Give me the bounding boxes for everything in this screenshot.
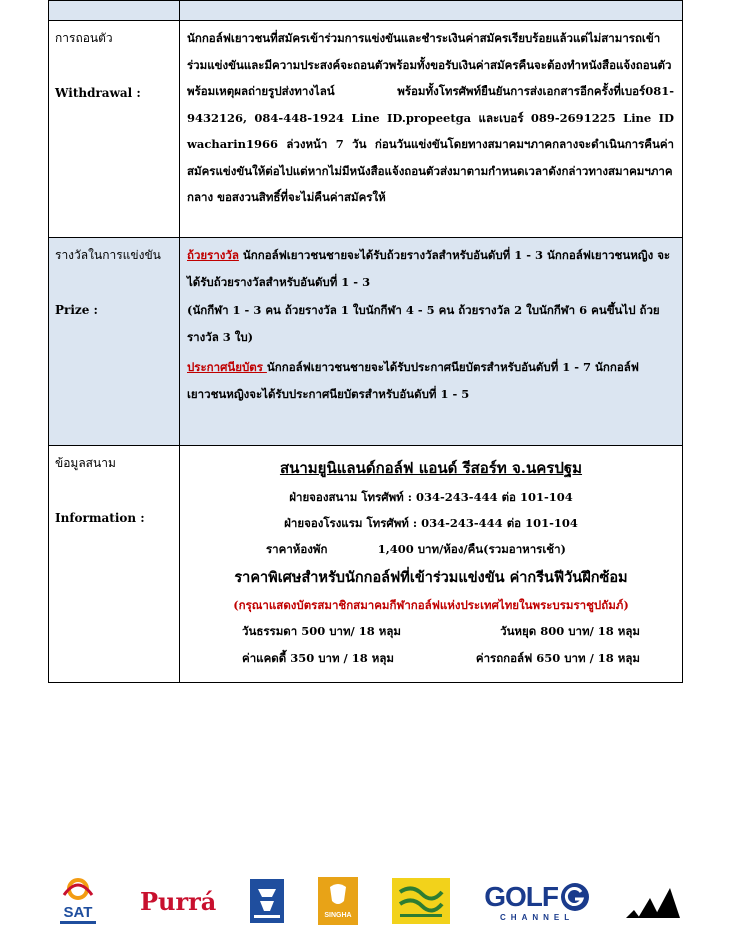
special-price-heading: ราคาพิเศษสำหรับนักกอล์ฟที่เข้าร่วมแข่งขัน ค่ากรีนฟีวันฝึกซ้อม xyxy=(234,569,628,586)
extra-fees xyxy=(186,645,676,672)
sponsor-logos xyxy=(50,868,680,934)
information-row xyxy=(49,446,683,683)
information-content xyxy=(180,446,683,683)
golf-channel-logo-text: GOLF xyxy=(484,880,558,912)
prize-label xyxy=(49,238,180,446)
sat-logo-text: SAT xyxy=(63,904,93,921)
trophy-note: (นักกีฬา 1 - 3 คน ถ้วยรางวัล 1 ใบนักกีฬา 4 - 5 คน ถ้วยรางวัล 2 ใบนักกีฬา 6 คนขึ้นไป ถ้วยรางวัล 3 ใบ) xyxy=(187,303,660,344)
rules-table xyxy=(48,0,683,683)
withdrawal-label-en: Withdrawal : xyxy=(55,86,141,100)
withdrawal-label-th: การถอนตัว xyxy=(55,31,113,45)
room-rate xyxy=(186,536,676,562)
certificate-title: ประกาศนียบัตร xyxy=(187,360,267,374)
water-drop-logo xyxy=(250,879,284,923)
yellow-brand-logo xyxy=(392,878,450,924)
golf-channel-logo xyxy=(484,881,590,922)
singha-logo xyxy=(318,877,358,925)
room-label: ราคาห้องพัก xyxy=(266,542,328,556)
channel-word: CHANNEL xyxy=(500,912,575,922)
prize-label-th: รางวัลในการแข่งขัน xyxy=(55,248,161,262)
green-fee-rates xyxy=(186,618,676,645)
holiday-rate: วันหยุด 800 บาท/ 18 หลุม xyxy=(500,624,640,638)
withdrawal-text: นักกอล์ฟเยาวชนที่สมัครเข้าร่วมการแข่งขันและชำระเงินค่าสมัครเรียบร้อยแล้วแต่ไม่สามารถเข้าร่วมแข่งขันและมีความประสงค์จะถอนตัวพร้อมทั้งขอรับเงินค่าสมัครคืนจะต้องทำหนังสือแจ้งถอนตัวพร้อมเหตุผลถ่ายรูปส่งทางไลน์ พร้อมทั้งโทรศัพท์ยืนยันการส่งเอกสารอีกครั้งที่เบอร์081-9432126, 084-448-1924 Line ID.propeetga และเบอร์ 089-2691225 Line ID wacharin1966 ล่วงหน้า 7 วัน ก่อนวันแข่งขันโดยทางสมาคมฯภาคกลางจะดำเนินการคืนค่าสมัครแข่งขันให้ต่อไปแต่หากไม่มีหนังสือแจ้งถอนตัวส่งมาตามกำหนดเวลาดังกล่าวทางสมาคมฯภาคกลาง ขอสงวนสิทธิ์ที่จะไม่คืนค่าสมัครให้ xyxy=(180,21,683,238)
singha-logo-text: SINGHA xyxy=(324,912,352,919)
member-card-note: (กรุณาแสดงบัตรสมาชิกสมาคมกีฬากอล์ฟแห่งประเทศไทยในพระบรมราชูปถัมภ์) xyxy=(233,598,629,612)
purra-logo xyxy=(140,887,216,916)
prize-label-en: Prize : xyxy=(55,303,98,317)
course-booking: ฝ่ายจองสนาม โทรศัพท์ : 034-243-444 ต่อ 101-104 xyxy=(289,490,573,504)
adidas-logo xyxy=(624,880,680,922)
sat-logo xyxy=(50,871,106,931)
weekday-rate: วันธรรมดา 500 บาท/ 18 หลุม xyxy=(242,624,401,638)
information-label xyxy=(49,446,180,683)
room-price: 1,400 บาท/ห้อง/คืน(รวมอาหารเช้า) xyxy=(377,542,566,556)
information-label-en: Information : xyxy=(55,511,145,525)
prize-row xyxy=(49,238,683,446)
trophy-text: นักกอล์ฟเยาวชนชายจะได้รับถ้วยรางวัลสำหรับอันดับที่ 1 - 3 นักกอล์ฟเยาวชนหญิง จะได้รับถ้วยรางวัลสำหรับอันดับที่ 1 - 3 xyxy=(187,248,671,289)
hotel-booking: ฝ่ายจองโรงแรม โทรศัพท์ : 034-243-444 ต่อ 101-104 xyxy=(284,516,578,530)
certificate-paragraph xyxy=(187,354,674,407)
venue-name: สนามยูนิแลนด์กอล์ฟ แอนด์ รีสอร์ท จ.นครปฐม xyxy=(279,459,583,477)
caddie-fee: ค่าแคดดี้ 350 บาท / 18 หลุม xyxy=(242,651,394,665)
purra-logo-text: Purrá xyxy=(139,886,217,916)
prize-content xyxy=(180,238,683,446)
information-label-th: ข้อมูลสนาม xyxy=(55,456,116,470)
certificate-text: นักกอล์ฟเยาวชนชายจะได้รับประกาศนียบัตรสำหรับอันดับที่ 1 - 7 นักกอล์ฟเยาวชนหญิงจะได้รับประกาศนียบัตรสำหรับอันดับที่ 1 - 5 xyxy=(187,360,639,401)
header-cell-2 xyxy=(180,1,683,21)
trophy-paragraph xyxy=(187,242,674,295)
table-header-row xyxy=(49,1,683,21)
cart-fee: ค่ารถกอล์ฟ 650 บาท / 18 หลุม xyxy=(475,651,640,665)
trophy-title: ถ้วยรางวัล xyxy=(187,248,239,262)
header-cell-1 xyxy=(49,1,180,21)
withdrawal-row xyxy=(49,21,683,238)
withdrawal-label xyxy=(49,21,180,238)
